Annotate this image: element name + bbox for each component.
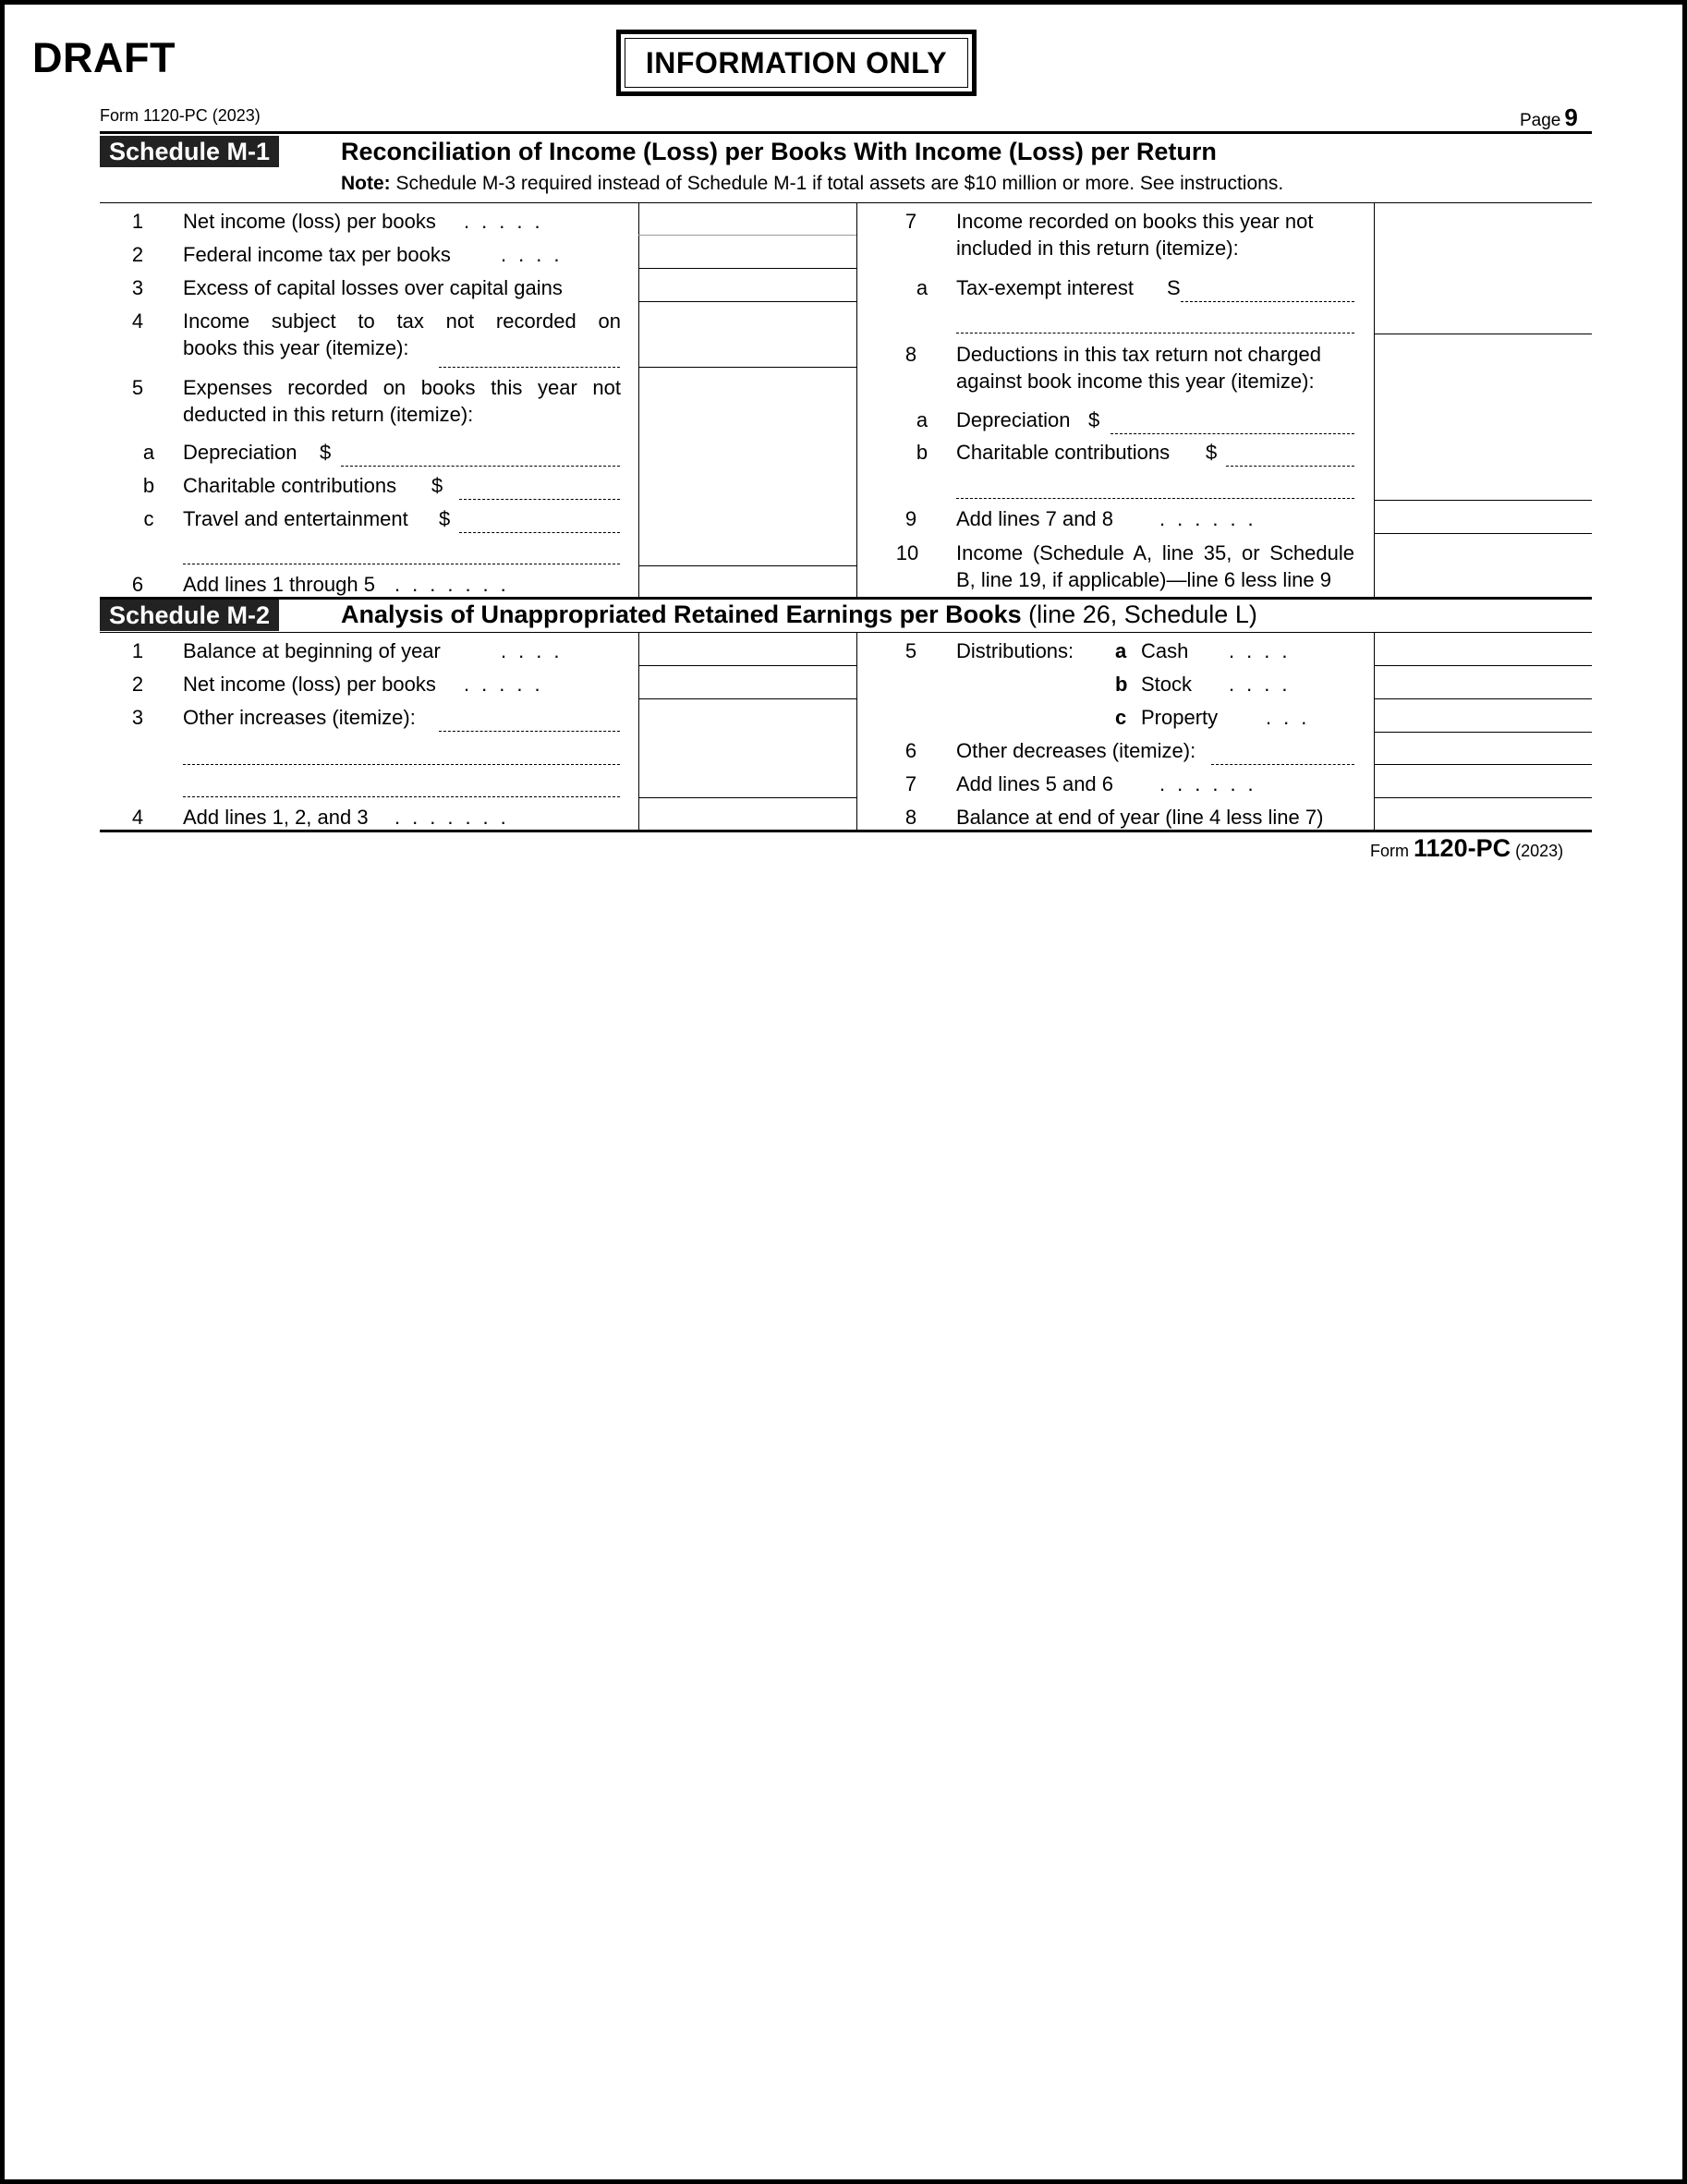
schedule-m2-title-main: Analysis of Unappropriated Retained Earnings per Books — [341, 601, 1022, 628]
m2-line1-label: Balance at beginning of year — [183, 639, 441, 662]
m2-line6-entry-line — [1211, 764, 1354, 765]
m1-line9-num: 9 — [904, 507, 917, 530]
leader-dots: ..... — [464, 210, 552, 233]
m1-line5c-num: c — [143, 507, 154, 530]
m2-amt-3 — [638, 797, 856, 798]
m1-line7-label-a: Income recorded on books this year not — [956, 210, 1314, 233]
leader-dots: .... — [501, 243, 572, 266]
m2-line3-label: Other increases (itemize): — [183, 706, 416, 729]
m2-line5a-num: a — [1115, 639, 1127, 662]
m2-line8-label: Balance at end of year (line 4 less line 7) — [956, 806, 1324, 829]
leader-dots: ...... — [1159, 507, 1266, 530]
m1-line2-label: Federal income tax per books — [183, 243, 451, 266]
form-identifier: Form 1120-PC (2023) — [100, 106, 261, 125]
m1-line8b-num: b — [916, 441, 928, 464]
m1-amt-2 — [638, 268, 856, 269]
m2-line3-entry-line — [439, 731, 620, 732]
m1-line10-num: 10 — [895, 541, 919, 564]
m2-amt-6 — [1374, 764, 1592, 765]
m1-line3-num: 3 — [131, 276, 144, 299]
m1-line7a-num: a — [916, 276, 928, 299]
footer-form-id — [1370, 834, 1563, 863]
m2-line8-num: 8 — [904, 806, 917, 829]
m1-line5a-num: a — [142, 441, 155, 464]
m2-line7-label: Add lines 5 and 6 — [956, 772, 1114, 795]
m1-header-rule — [100, 202, 1592, 203]
m1-line7-label-b: included in this return (itemize): — [956, 237, 1239, 260]
schedule-m1-note — [341, 173, 1283, 195]
m2-line3-entry-line-2 — [183, 764, 620, 765]
m1-line10-label-a: Income (Schedule A, line 35, or Schedule — [956, 541, 1354, 564]
dollar-sign: $ — [439, 507, 451, 530]
m1-line5-num: 5 — [131, 376, 144, 399]
m1-line7-num: 7 — [904, 210, 917, 233]
m2-amt-2 — [638, 698, 856, 699]
draft-label: DRAFT — [32, 34, 176, 81]
m1-amt-4 — [638, 367, 856, 368]
m2-amt-1 — [638, 665, 856, 666]
m1-line8b-entry-line — [1226, 466, 1354, 467]
schedule-m2-title — [341, 601, 1257, 629]
m1-line5-label-b: deducted in this return (itemize): — [183, 403, 474, 426]
m1-amt-8 — [1374, 500, 1592, 501]
page-number-value: 9 — [1564, 103, 1578, 131]
m2-top-rule — [100, 597, 1592, 600]
schedule-m2-title-suffix: (line 26, Schedule L) — [1028, 601, 1257, 628]
m2-line5-label: Distributions: — [956, 639, 1074, 662]
m1-line8b-label: Charitable contributions — [956, 441, 1171, 464]
m1-line5c-label: Travel and entertainment — [183, 507, 408, 530]
dollar-sign: $ — [431, 474, 443, 497]
m1-center-divider — [856, 202, 857, 597]
leader-dots: ... — [1266, 706, 1319, 729]
leader-dots: .... — [501, 639, 572, 662]
leader-dots: ...... — [1159, 772, 1266, 795]
m2-amt-5b — [1374, 698, 1592, 699]
m1-line7a-label: Tax-exempt interest — [956, 276, 1134, 299]
m1-line8-num: 8 — [904, 343, 917, 366]
m1-amt-3 — [638, 301, 856, 302]
dollar-sign: $ — [1088, 408, 1100, 431]
page-number — [1520, 103, 1578, 132]
m2-line5b-label: Stock — [1141, 673, 1193, 696]
dollar-sign: S — [1167, 276, 1181, 299]
m1-amt-5 — [638, 565, 856, 566]
m1-line2-num: 2 — [131, 243, 144, 266]
m1-line7a-entry-line — [1181, 301, 1354, 302]
m2-line4-num: 4 — [131, 806, 144, 829]
itemize-line — [439, 367, 620, 368]
m2-line6-label: Other decreases (itemize): — [956, 739, 1196, 762]
m1-line5a-entry-line — [341, 466, 620, 467]
m1-line5c-entry-line — [459, 532, 620, 533]
m2-line5b-num: b — [1115, 673, 1128, 696]
footer-form-prefix: Form — [1370, 842, 1409, 860]
note-label: Note: — [341, 173, 391, 194]
m2-header-rule — [100, 632, 1592, 633]
top-rule — [100, 131, 1592, 134]
m2-line7-num: 7 — [904, 772, 917, 795]
m2-line2-label: Net income (loss) per books — [183, 673, 436, 696]
bottom-rule — [100, 830, 1592, 832]
m2-amt-7 — [1374, 797, 1592, 798]
schedule-m2-tag: Schedule M-2 — [100, 600, 279, 631]
m2-amt-5a — [1374, 665, 1592, 666]
m1-line6-num: 6 — [131, 573, 144, 596]
information-only-label: INFORMATION ONLY — [625, 38, 968, 88]
schedule-m1-tag: Schedule M-1 — [100, 136, 279, 167]
footer-form-name: 1120-PC — [1414, 834, 1511, 862]
m1-line1-num: 1 — [131, 210, 144, 233]
m1-line8a-num: a — [916, 408, 928, 431]
m2-line3-entry-line-3 — [183, 796, 620, 797]
dollar-sign: $ — [1206, 441, 1218, 464]
m2-left-amount-divider — [638, 632, 639, 831]
m2-line6-num: 6 — [904, 739, 917, 762]
m1-line5b-num: b — [142, 474, 155, 497]
m1-line8b-entry-line-2 — [956, 498, 1354, 499]
m1-line9-label: Add lines 7 and 8 — [956, 507, 1114, 530]
m1-line5b-label: Charitable contributions — [183, 474, 397, 497]
m1-line10-label-b: B, line 19, if applicable)—line 6 less line 9 — [956, 568, 1332, 591]
m1-line8a-label: Depreciation — [956, 408, 1071, 431]
leader-dots: .... — [1229, 639, 1300, 662]
footer-form-year: (2023) — [1515, 842, 1564, 860]
m2-line3-num: 3 — [131, 706, 144, 729]
m2-line5a-label: Cash — [1141, 639, 1189, 662]
m2-line5c-label: Property — [1141, 706, 1219, 729]
m1-line3-label: Excess of capital losses over capital gains — [183, 276, 563, 299]
m1-line4-label-a: Income subject to tax not recorded on — [183, 309, 621, 333]
leader-dots: .... — [1229, 673, 1300, 696]
m2-line5c-num: c — [1115, 706, 1127, 729]
m2-line2-num: 2 — [131, 673, 144, 696]
m1-right-amount-divider — [1374, 202, 1375, 597]
m2-line4-label: Add lines 1, 2, and 3 — [183, 806, 369, 829]
leader-dots: ..... — [464, 673, 552, 696]
m1-line7a-entry-line-2 — [956, 333, 1354, 334]
m1-line5b-entry-line — [459, 499, 620, 500]
m1-amt-9 — [1374, 533, 1592, 534]
m1-line4-label-b: books this year (itemize): — [183, 336, 409, 359]
m2-line1-num: 1 — [131, 639, 144, 662]
m1-amt-1 — [638, 235, 856, 236]
m1-line8-label-a: Deductions in this tax return not charged — [956, 343, 1322, 366]
m1-line8-label-b: against book income this year (itemize): — [956, 370, 1315, 393]
leader-dots: ....... — [394, 573, 518, 596]
m1-line4-num: 4 — [131, 309, 144, 333]
leader-dots: ....... — [394, 806, 518, 829]
note-text: Schedule M-3 required instead of Schedule M-1 if total assets are $10 million or more. See instructions. — [395, 173, 1284, 194]
m2-amt-5c — [1374, 732, 1592, 733]
m1-line6-label: Add lines 1 through 5 — [183, 573, 375, 596]
m1-line5a-label: Depreciation — [183, 441, 297, 464]
page-label-text: Page — [1520, 111, 1561, 130]
m1-line1-label: Net income (loss) per books — [183, 210, 436, 233]
m2-line5-num: 5 — [904, 639, 917, 662]
dollar-sign: $ — [320, 441, 332, 464]
m1-line5-label-a: Expenses recorded on books this year not — [183, 376, 621, 399]
schedule-m1-title: Reconciliation of Income (Loss) per Books With Income (Loss) per Return — [341, 138, 1217, 165]
m1-left-amount-divider — [638, 202, 639, 597]
m2-center-divider — [856, 632, 857, 831]
information-only-box — [616, 30, 977, 96]
m1-line8a-entry-line — [1111, 433, 1354, 434]
